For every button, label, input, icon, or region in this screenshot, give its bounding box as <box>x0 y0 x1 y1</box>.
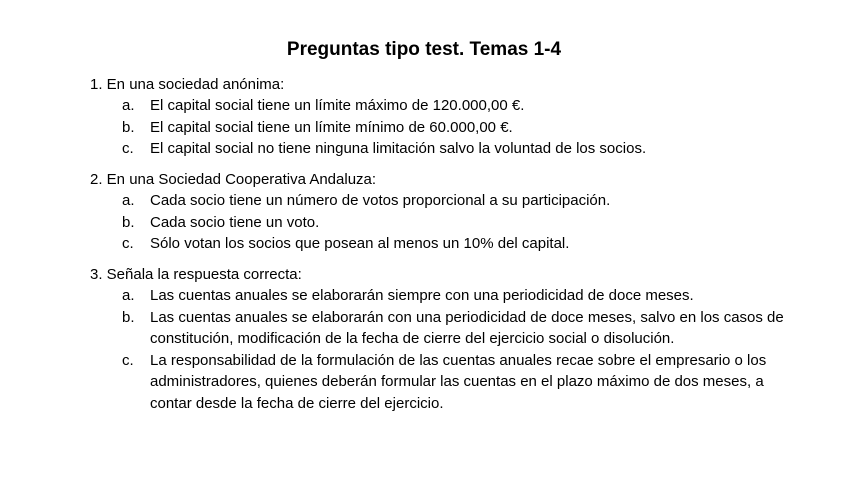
option-text: El capital social tiene un límite mínimo de 60.000,00 €. <box>150 118 513 136</box>
option-a <box>90 285 810 307</box>
option-text: Las cuentas anuales se elaborarán siempre con una periodicidad de doce meses. <box>150 287 694 304</box>
question-text: 2. En una Sociedad Cooperativa Andaluza: <box>90 171 377 188</box>
option-letter: b. <box>122 213 135 231</box>
option-b <box>90 117 810 139</box>
option-b <box>90 307 810 350</box>
option-letter: b. <box>122 308 135 326</box>
option-a <box>90 95 810 117</box>
option-c <box>90 350 810 415</box>
question-text: 3. Señala la respuesta correcta: <box>90 266 302 283</box>
option-a <box>90 190 810 212</box>
question-text: 1. En una sociedad anónima: <box>90 76 285 93</box>
option-text: La responsabilidad de la formulación de las cuentas anuales recae sobre el empresario o los administradores, quienes deberán formular las cuentas en el plazo máximo de dos meses, a contar desde la fecha de cierre del ejercicio. <box>150 351 767 412</box>
option-text: El capital social tiene un límite máximo de 120.000,00 €. <box>150 97 525 114</box>
option-b <box>90 212 810 234</box>
question-2 <box>90 169 810 255</box>
option-text: Las cuentas anuales se elaborarán con una periodicidad de doce meses, salvo en los casos de constitución, modificación de la fecha de cierre del ejercicio social o disolución. <box>150 308 784 347</box>
option-text: Sólo votan los socios que posean al menos un 10% del capital. <box>150 235 570 252</box>
option-letter: c. <box>122 351 134 369</box>
option-letter: a. <box>122 97 135 114</box>
option-text: Cada socio tiene un voto. <box>150 213 320 231</box>
option-c <box>90 233 810 255</box>
option-letter: a. <box>122 192 135 209</box>
option-text: El capital social no tiene ninguna limitación salvo la voluntad de los socios. <box>150 140 647 157</box>
option-letter: c. <box>122 235 134 252</box>
option-letter: a. <box>122 287 135 304</box>
option-c <box>90 138 810 160</box>
question-3 <box>90 264 810 414</box>
option-text: Cada socio tiene un número de votos proporcional a su participación. <box>150 192 611 209</box>
question-1 <box>90 74 810 160</box>
option-letter: b. <box>122 118 135 136</box>
page-title: Preguntas tipo test. Temas 1-4 <box>286 39 562 60</box>
option-letter: c. <box>122 140 134 157</box>
